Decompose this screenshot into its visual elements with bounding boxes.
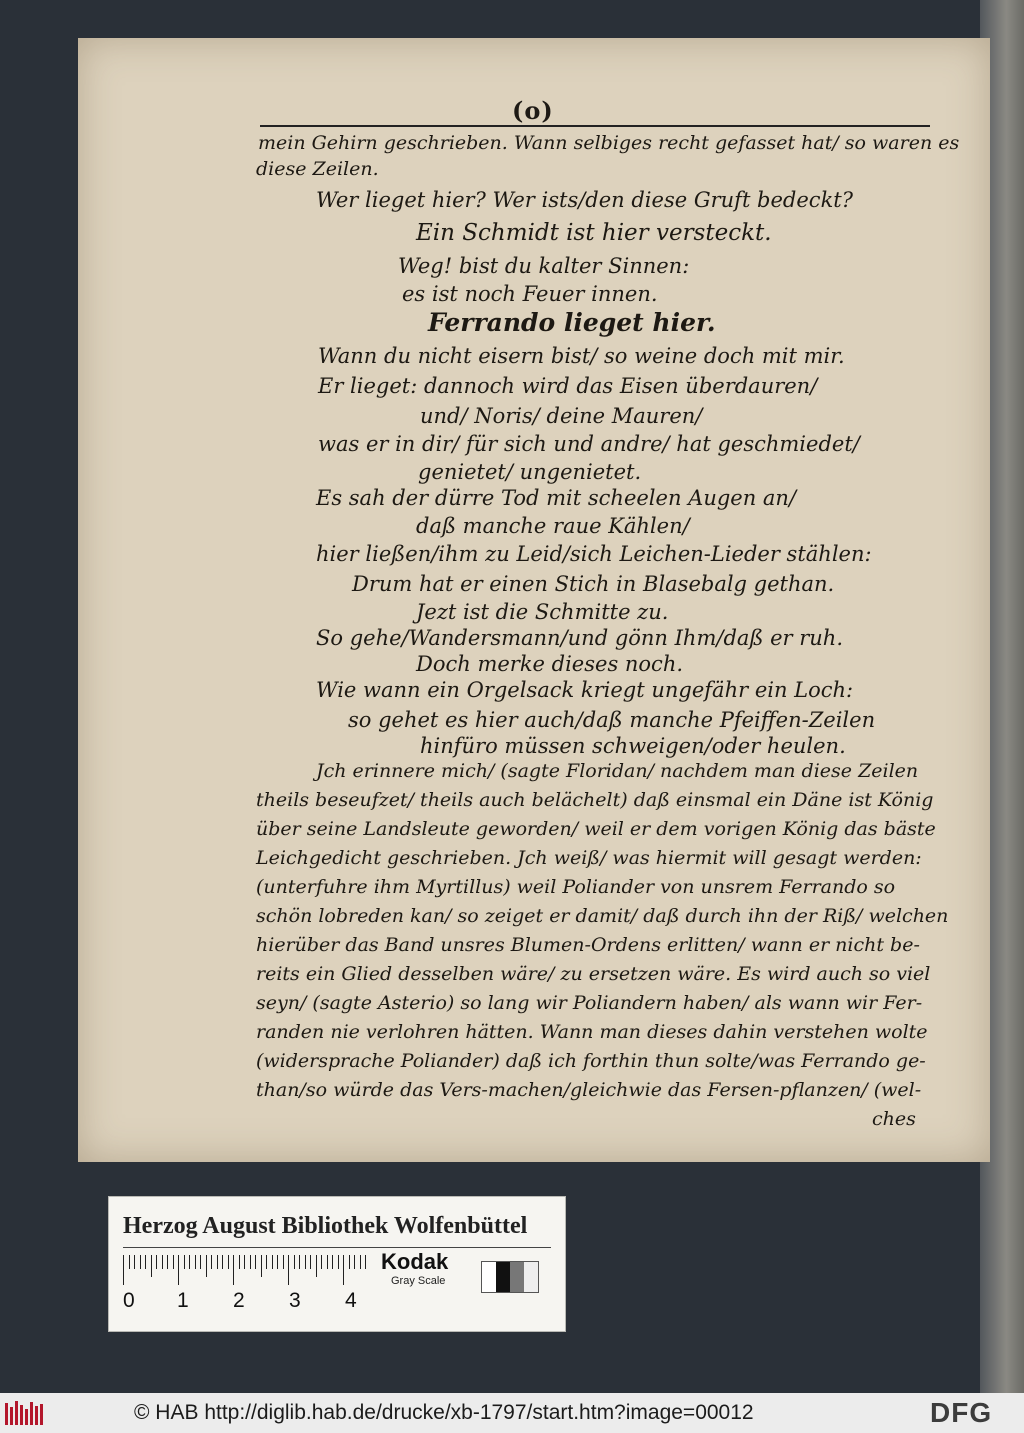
- prose-line: hierüber das Band unsres Blumen-Ordens erlitten/ wann er nicht be-: [256, 934, 920, 956]
- ruler-tick: [266, 1255, 267, 1269]
- verse-line: Doch merke dieses noch.: [416, 652, 684, 676]
- verse-line: Es sah der dürre Tod mit scheelen Augen an/: [316, 486, 797, 510]
- ruler-tick: [288, 1255, 289, 1285]
- ruler-tick: [283, 1255, 284, 1269]
- ruler-tick: [233, 1255, 234, 1285]
- page-ornament: (o): [512, 96, 554, 125]
- ruler-number: 0: [123, 1289, 135, 1312]
- verse-line: Ein Schmidt ist hier versteckt.: [416, 220, 772, 246]
- verse-line: Drum hat er einen Stich in Blasebalg gethan.: [352, 572, 835, 596]
- ruler-tick: [354, 1255, 355, 1269]
- verse-line: Weg! bist du kalter Sinnen:: [398, 254, 690, 278]
- library-name: Herzog August Bibliothek Wolfenbüttel: [123, 1213, 528, 1239]
- ruler-tick: [206, 1255, 207, 1277]
- verse-line: hinfüro müssen schweigen/oder heulen.: [420, 734, 846, 758]
- prose-line: (unterfuhre ihm Myrtillus) weil Poliander von unsrem Ferrando so: [256, 876, 896, 898]
- dfg-logo: DFG: [930, 1397, 993, 1428]
- verse-line: es ist noch Feuer innen.: [402, 282, 658, 306]
- verse-line: Jezt ist die Schmitte zu.: [416, 600, 669, 624]
- white-patch: [482, 1262, 496, 1292]
- ruler-tick: [145, 1255, 146, 1269]
- ruler-tick: [217, 1255, 218, 1269]
- ruler-tick: [250, 1255, 251, 1269]
- ruler-tick: [299, 1255, 300, 1269]
- ruler-tick: [261, 1255, 262, 1277]
- verse-line: Er lieget: dannoch wird das Eisen überdauren/: [318, 374, 818, 398]
- ruler-tick: [343, 1255, 344, 1285]
- ruler-tick: [228, 1255, 229, 1269]
- verse-line: Wie wann ein Orgelsack kriegt ungefähr ein Loch:: [316, 678, 854, 702]
- ruler-tick: [156, 1255, 157, 1269]
- black-patch: [496, 1262, 510, 1292]
- ruler-tick: [316, 1255, 317, 1277]
- source-credit-link[interactable]: © HAB http://diglib.hab.de/drucke/xb-1797/start.htm?image=00012: [134, 1401, 754, 1424]
- verse-line: was er in dir/ für sich und andre/ hat geschmiedet/: [318, 432, 860, 456]
- verse-line: diese Zeilen.: [256, 158, 379, 180]
- light-patch: [524, 1262, 538, 1292]
- verse-line: Wer lieget hier? Wer ists/den diese Gruft bedeckt?: [316, 188, 853, 212]
- ruler-tick: [134, 1255, 135, 1269]
- ruler-tick: [178, 1255, 179, 1285]
- label-divider: [123, 1247, 551, 1248]
- verse-line: mein Gehirn geschrieben. Wann selbiges recht gefasset hat/ so waren es: [258, 132, 960, 154]
- hab-logo-icon: [4, 1399, 48, 1427]
- prose-line: Jch erinnere mich/ (sagte Floridan/ nachdem man diese Zeilen: [316, 760, 919, 782]
- ruler-number: 1: [177, 1289, 189, 1312]
- ruler-tick: [200, 1255, 201, 1269]
- prose-line: than/so würde das Vers-machen/gleichwie das Fersen-pflanzen/ (wel-: [256, 1079, 922, 1101]
- ruler-tick: [338, 1255, 339, 1269]
- prose-line: Leichgedicht geschrieben. Jch weiß/ was hiermit will gesagt werden:: [256, 847, 922, 869]
- verse-line: und/ Noris/ deine Mauren/: [420, 404, 703, 428]
- verse-line: so gehet es hier auch/daß manche Pfeiffen-Zeilen: [348, 708, 876, 732]
- ruler-tick: [151, 1255, 152, 1277]
- ruler-tick: [173, 1255, 174, 1269]
- ruler-tick: [222, 1255, 223, 1269]
- prose-line: schön lobreden kan/ so zeiget er damit/ daß durch ihn der Riß/ welchen: [256, 905, 949, 927]
- footer-bar: [0, 1393, 1024, 1433]
- gray-scale-patches: [481, 1261, 539, 1293]
- library-label-card: [108, 1196, 566, 1332]
- ruler-tick: [211, 1255, 212, 1269]
- ruler-number: 3: [289, 1289, 301, 1312]
- prose-line: ches: [872, 1108, 916, 1130]
- ruler-tick: [140, 1255, 141, 1269]
- ruler-tick: [305, 1255, 306, 1269]
- ruler-tick: [189, 1255, 190, 1269]
- ruler-tick: [167, 1255, 168, 1269]
- ruler-tick: [327, 1255, 328, 1269]
- ruler-number: 4: [345, 1289, 357, 1312]
- ruler-tick: [123, 1255, 124, 1285]
- ruler-tick: [239, 1255, 240, 1269]
- ruler-tick: [272, 1255, 273, 1269]
- ruler-tick: [277, 1255, 278, 1269]
- prose-line: (widersprache Poliander) daß ich forthin thun solte/was Ferrando ge-: [256, 1050, 926, 1072]
- ruler-number: 2: [233, 1289, 245, 1312]
- verse-line: Ferrando lieget hier.: [428, 308, 716, 337]
- ruler-tick: [184, 1255, 185, 1269]
- ruler-tick: [294, 1255, 295, 1269]
- prose-line: über seine Landsleute geworden/ weil er dem vorigen König das bäste: [256, 818, 936, 840]
- ruler-tick: [360, 1255, 361, 1269]
- gray-patch: [510, 1262, 524, 1292]
- verse-line: So gehe/Wandersmann/und gönn Ihm/daß er ruh.: [316, 626, 844, 650]
- ruler-tick: [332, 1255, 333, 1269]
- ruler-tick: [321, 1255, 322, 1269]
- verse-line: daß manche raue Kählen/: [416, 514, 690, 538]
- verse-line: genietet/ ungenietet.: [418, 460, 642, 484]
- ruler-tick: [162, 1255, 163, 1269]
- prose-line: randen nie verlohren hätten. Wann man dieses dahin verstehen wolte: [256, 1021, 928, 1043]
- prose-line: reits ein Glied desselben wäre/ zu ersetzen wäre. Es wird auch so viel: [256, 963, 931, 985]
- ruler-tick: [310, 1255, 311, 1269]
- verse-line: Wann du nicht eisern bist/ so weine doch mit mir.: [318, 344, 845, 368]
- gray-scale-label: Gray Scale: [391, 1275, 446, 1287]
- ruler-tick: [349, 1255, 350, 1269]
- ruler-tick: [255, 1255, 256, 1269]
- ruler-tick: [365, 1255, 366, 1269]
- kodak-brand: Kodak: [381, 1249, 449, 1274]
- ruler-tick: [244, 1255, 245, 1269]
- ruler-tick: [129, 1255, 130, 1269]
- verse-line: hier ließen/ihm zu Leid/sich Leichen-Lieder stählen:: [316, 542, 872, 566]
- header-rule: [260, 125, 930, 127]
- prose-line: seyn/ (sagte Asterio) so lang wir Poliandern haben/ als wann wir Fer-: [256, 992, 923, 1014]
- ruler-tick: [195, 1255, 196, 1269]
- prose-line: theils beseufzet/ theils auch belächelt) daß einsmal ein Däne ist König: [256, 789, 934, 811]
